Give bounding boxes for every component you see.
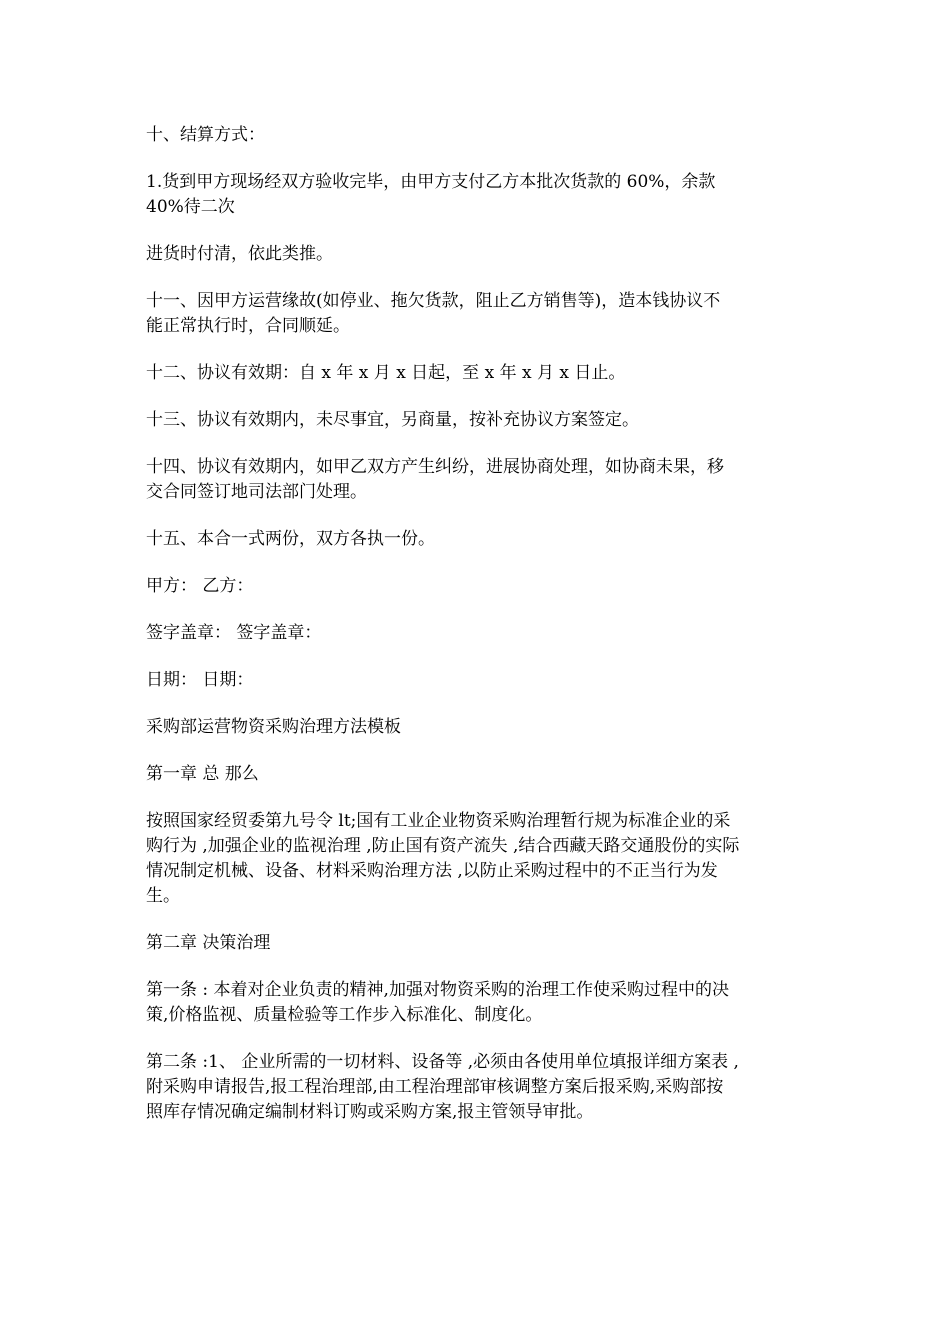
chapter-1-heading: 第一章 总 那么 [146, 764, 259, 784]
section-title: 采购部运营物资采购治理方法模板 [146, 717, 401, 737]
date-line: 日期： 日期： [146, 670, 254, 690]
clause-14-disputes: 十四、协议有效期内，如甲乙双方产生纠纷，进展协商处理，如协商未果，移 交合同签订地司法部门处理。 [146, 457, 724, 502]
parties-line: 甲方： 乙方： [146, 576, 254, 596]
chapter-1-body: 按照国家经贸委第九号令 lt;国有工业企业物资采购治理暂行规为标准企业的采 购行为 ,加强企业的监视治理 ,防止国有资产流失 ,结合西藏天路交通股份的实际 情况制定机械、设备、材料采购治理方法 ,以防止采购过程中的不正当行为发 生。 [146, 811, 740, 906]
chapter-2-heading: 第二章 决策治理 [146, 933, 271, 953]
clause-10-settlement-heading: 十、结算方式： [146, 125, 265, 145]
clause-13: 十三、协议有效期内，未尽事宜，另商量，按补充协议方案签定。 [146, 410, 639, 430]
clause-11: 十一、因甲方运营缘故(如停业、拖欠货款，阻止乙方销售等)，造本钱协议不 能正常执行时，合同顺延。 [146, 291, 721, 336]
clause-15-copies: 十五、本合一式两份，双方各执一份。 [146, 529, 435, 549]
clause-10-payment-continued: 进货时付清，依此类推。 [146, 244, 333, 264]
article-2: 第二条 :1、 企业所需的一切材料、设备等 ,必须由各使用单位填报详细方案表 , 附采购申请报告,报工程治理部,由工程治理部审核调整方案后报采购,采购部按 照库存情况确定编制材料订购或采购方案,报主管领导审批。 [146, 1052, 739, 1122]
clause-12-validity: 十二、协议有效期：自 x 年 x 月 x 日起，至 x 年 x 月 x 日止。 [146, 363, 626, 383]
signature-line: 签字盖章： 签字盖章： [146, 623, 322, 643]
article-1: 第一条 : 本着对企业负责的精神,加强对物资采购的治理工作使采购过程中的决 策,价格监视、质量检验等工作步入标准化、制度化。 [146, 980, 729, 1025]
clause-10-payment-terms: 1.货到甲方现场经双方验收完毕，由甲方支付乙方本批次货款的 60%，余款 40%待二次 [146, 172, 716, 217]
